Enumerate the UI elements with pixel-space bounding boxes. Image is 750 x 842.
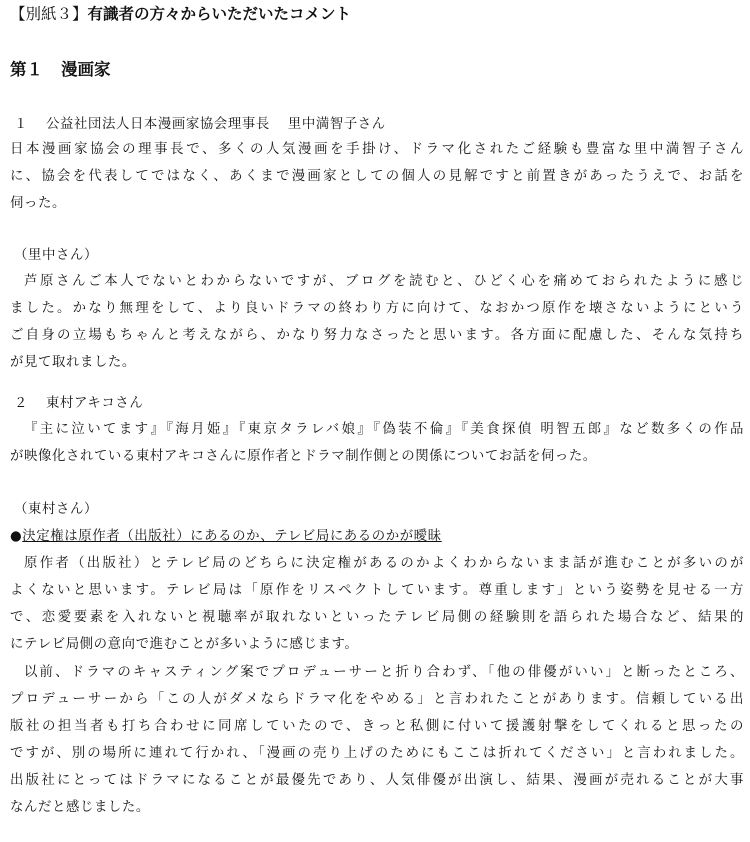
item1-comment-line: ご自身の立場もちゃんと考えながら、かなり努力なさったと思います。各方面に配慮した、そんな気持ち [10,328,744,343]
item2-intro-line: 『主に泣いてます』『海月姫』『東京タラレバ娘』『偽装不倫』『美食探偵 明智五郎』など数多くの作品 [24,422,744,437]
item2-para2-line: 以前、ドラマのキャスティング案でプロデューサーと折り合わず、「他の俳優がいい」と断ったところ、 [24,665,744,680]
item2-para1-line: 原作者（出版社）とテレビ局のどちらに決定権があるのかよくわからないまま話が進むことが多いのが [24,556,744,571]
item2-heading [10,394,748,414]
document-title: 有識者の方々からいただいたコメント [87,5,352,23]
bullet-title: 決定権は原作者（出版社）にあるのか、テレビ局にあるのかが曖昧 [22,529,442,544]
section-number: 第１ [10,60,43,79]
item2-intro-line: が映像化されている東村アキコさんに原作者とドラマ制作側との関係についてお話を伺った。 [10,449,597,464]
item1-heading [10,115,748,135]
item2-para2-line: ですが、別の場所に連れて行かれ、「漫画の売り上げのためにもここは折れてください」と言われました。 [10,746,744,761]
item1-intro-line: 伺った。 [10,196,66,211]
item2-para2-line: なんだと感じました。 [10,800,150,815]
item2-bullet-heading [10,527,744,547]
item1-speaker: （里中さん） [14,248,98,263]
item2-para1-line: よくないと思います。テレビ局は「原作をリスペクトしています。尊重します」という姿勢を見せる一方 [10,583,744,598]
item1-comment-line: ました。かなり無理をして、より良いドラマの終わり方に向けて、なおかつ原作を壊さないようにという [10,301,744,316]
item2-para2-line: プロデューサーから「この人がダメならドラマ化をやめる」と言われたことがあります。信頼している出 [10,692,744,707]
item1-comment-line: 芦原さんご本人でないとわからないですが、ブログを読むと、ひどく心を痛めておられたように感じ [24,274,744,289]
attachment-label: 【別紙３】 [10,5,88,23]
item2-para1-line: にテレビ局側の意向で進むことが多いように感じます。 [10,637,359,652]
item1-intro-line: 日本漫画家協会の理事長で、多くの人気漫画を手掛け、ドラマ化されたご経験も豊富な里中満智子さん [10,142,744,157]
item2-speaker: （東村さん） [14,502,98,517]
document-header [10,4,351,24]
item2-para2-line: 出版社にとってはドラマになることが最優先であり、人気俳優が出演し、結果、漫画が売れることが大事 [10,773,744,788]
section-heading [10,59,111,81]
item1-number: １ [14,117,28,132]
bullet-icon: ● [10,529,23,544]
section-title: 漫画家 [61,60,111,79]
item2-number: ２ [14,396,28,411]
item2-para1-line: で、恋愛要素を入れないと視聴率が取れないといったテレビ局側の経験則を語られた場合など、結果的 [10,610,744,625]
item1-heading-name: 里中満智子さん [287,117,386,132]
item1-comment-line: が見て取れました。 [10,355,136,370]
item1-intro-line: に、協会を代表してではなく、あくまで漫画家としての個人の見解ですと前置きがあったうえで、お話を [10,169,744,184]
item2-heading-name: 東村アキコさん [46,396,144,411]
item2-para2-line: 版社の担当者も打ち合わせに同席していたので、きっと私側に付いて援護射撃をしてくれると思ったの [10,719,744,734]
item1-heading-org: 公益社団法人日本漫画家協会理事長 [46,117,270,132]
